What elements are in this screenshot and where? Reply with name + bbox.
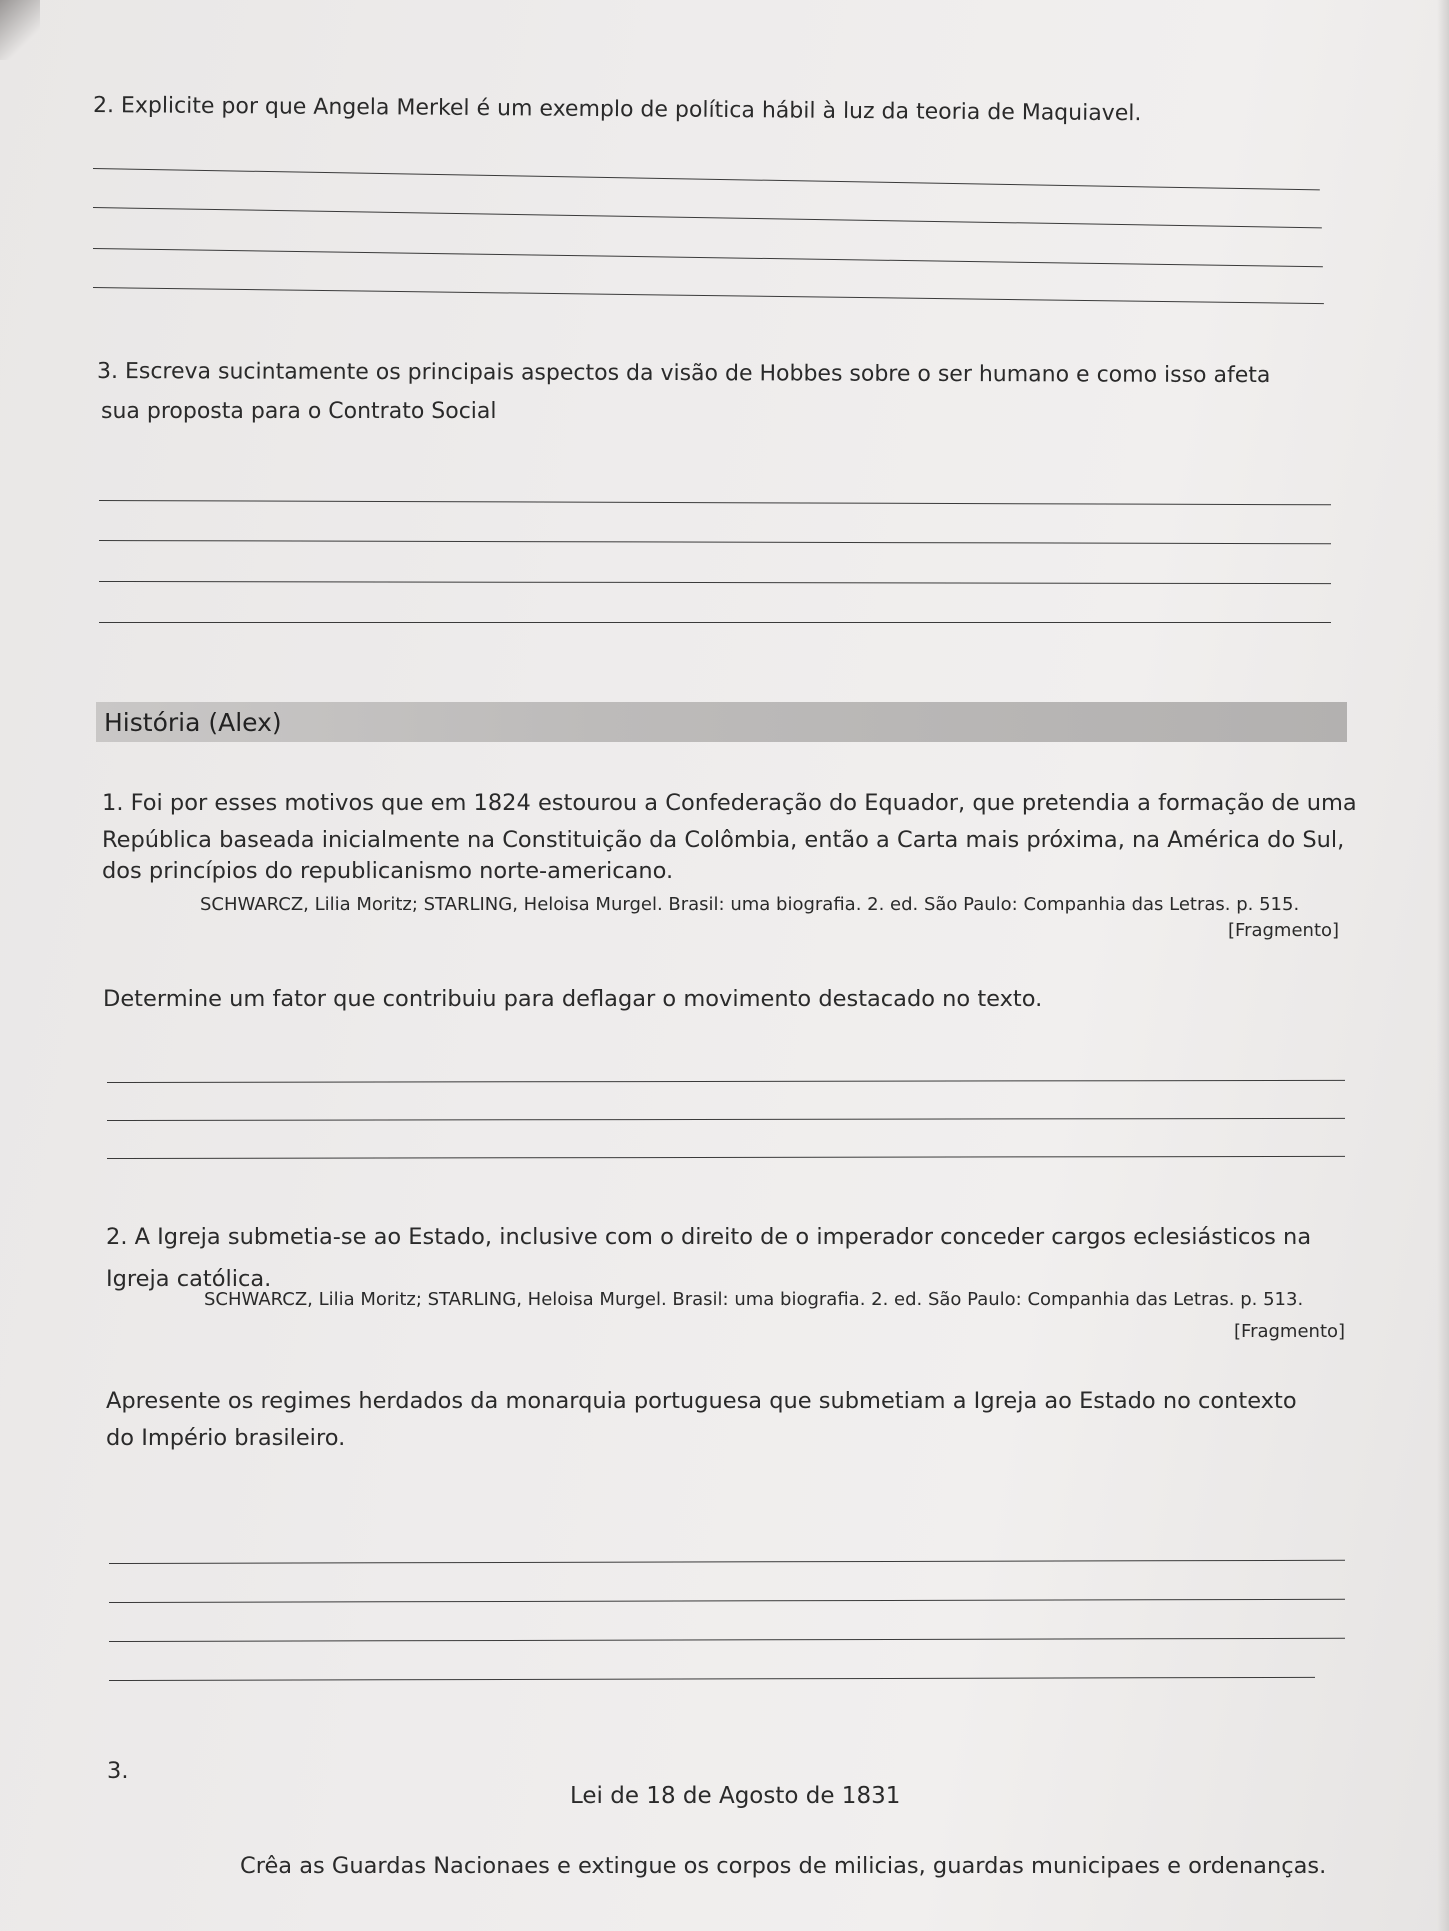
history-question-1-line2: República baseada inicialmente na Constituição da Colômbia, então a Carta mais próxima, na América do Sul,: [102, 827, 1345, 853]
answer-line: [99, 622, 1331, 623]
answer-line: [109, 1599, 1345, 1603]
answer-line: [99, 581, 1331, 584]
history-question-2-line2: Igreja católica.: [106, 1266, 272, 1292]
page-corner-shadow: [0, 0, 40, 60]
law-text: Crêa as Guardas Nacionaes e extingue os corpos de milicias, guardas municipaes e ordenanças.: [240, 1853, 1327, 1879]
page-edge-shadow: [1437, 0, 1449, 1931]
answer-line: [93, 287, 1324, 304]
answer-line: [107, 1118, 1345, 1121]
answer-line: [109, 1677, 1315, 1681]
history-question-1-line1: 1. Foi por esses motivos que em 1824 estourou a Confederação do Equador, que pretendia a formação de uma: [102, 790, 1357, 816]
answer-line: [93, 207, 1322, 228]
history-question-2-citation: SCHWARCZ, Lilia Moritz; STARLING, Heloisa Murgel. Brasil: uma biografia. 2. ed. São Paulo: Companhia das Letras. p. 513.: [204, 1289, 1304, 1310]
history-question-1-prompt: Determine um fator que contribuiu para deflagar o movimento destacado no texto.: [103, 986, 1043, 1012]
history-question-2-prompt-line1: Apresente os regimes herdados da monarquia portuguesa que submetiam a Igreja ao Estado no contexto: [106, 1388, 1297, 1414]
question-3-text-line1: 3. Escreva sucintamente os principais aspectos da visão de Hobbes sobre o ser humano e como isso afeta: [96, 359, 1271, 389]
question-2-text: 2. Explicite por que Angela Merkel é um exemplo de política hábil à luz da teoria de Maquiavel.: [92, 93, 1142, 127]
history-question-3-number: 3.: [107, 1758, 129, 1784]
answer-line: [99, 540, 1331, 544]
law-title: Lei de 18 de Agosto de 1831: [570, 1783, 901, 1809]
answer-line: [93, 168, 1320, 190]
history-question-2-fragment: [Fragmento]: [1234, 1321, 1346, 1342]
answer-line: [109, 1638, 1345, 1642]
answer-line: [107, 1080, 1345, 1083]
question-3-text-line2: sua proposta para o Contrato Social: [101, 399, 497, 424]
history-question-2-prompt-line2: do Império brasileiro.: [106, 1425, 346, 1451]
history-question-1-fragment: [Fragmento]: [1228, 920, 1340, 941]
answer-line: [109, 1560, 1345, 1564]
history-question-1-line3: dos princípios do republicanismo norte-americano.: [102, 858, 674, 884]
answer-line: [93, 248, 1323, 267]
history-question-2-line1: 2. A Igreja submetia-se ao Estado, inclusive com o direito de o imperador conceder cargos eclesiásticos na: [106, 1224, 1312, 1250]
answer-line: [99, 500, 1331, 505]
section-title: História (Alex): [104, 708, 282, 737]
answer-line: [107, 1156, 1345, 1159]
history-question-1-citation: SCHWARCZ, Lilia Moritz; STARLING, Heloisa Murgel. Brasil: uma biografia. 2. ed. São Paulo: Companhia das Letras. p. 515.: [200, 894, 1300, 915]
section-header-historia: [96, 702, 1347, 742]
